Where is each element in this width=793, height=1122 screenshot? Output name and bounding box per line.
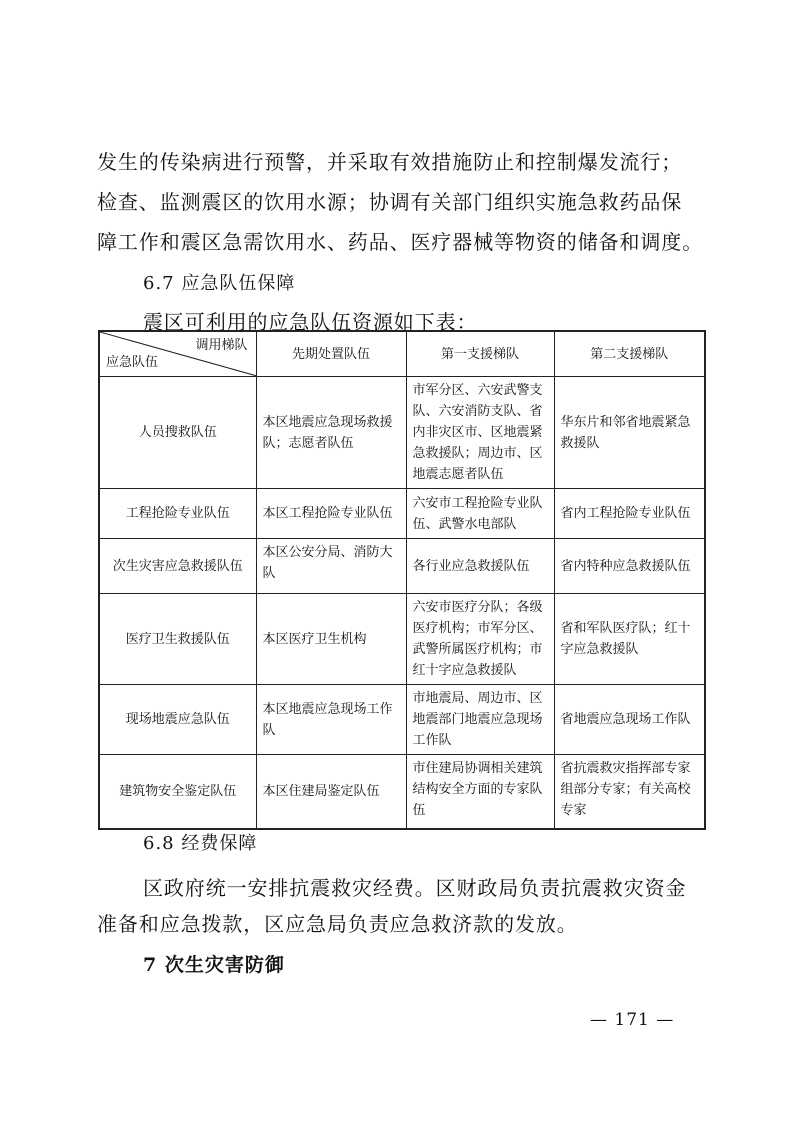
first-support-cell: 各行业应急救援队伍 <box>406 539 554 594</box>
first-response-cell: 本区工程抢险专业队伍 <box>256 489 406 539</box>
table-row <box>99 539 705 594</box>
section-heading-6-8: 6.8 经费保障 <box>143 833 258 854</box>
team-name-cell: 次生灾害应急救援队伍 <box>99 539 256 594</box>
first-support-cell: 六安市工程抢险专业队伍、武警水电部队 <box>406 489 554 539</box>
first-support-cell: 六安市医疗分队；各级医疗机构；市军分区、武警所属医疗机构；市红十字应急救援队 <box>406 594 554 685</box>
first-response-cell: 本区住建局鉴定队伍 <box>256 755 406 829</box>
team-name-cell: 医疗卫生救援队伍 <box>99 594 256 685</box>
table-intro-text: 震区可利用的应急队伍资源如下表： <box>143 310 478 334</box>
first-support-cell: 市地震局、周边市、区地震部门地震应急现场工作队 <box>406 685 554 755</box>
text-line: 检查、监测震区的饮用水源；协调有关部门组织实施急救药品保 <box>97 190 683 214</box>
text-line: 区政府统一安排抗震救灾经费。区财政局负责抗震救灾资金 <box>143 876 687 900</box>
section-heading-7: 7 次生灾害防御 <box>143 954 285 976</box>
team-name-cell: 工程抢险专业队伍 <box>99 489 256 539</box>
team-name-cell: 人员搜救队伍 <box>99 377 256 489</box>
table-row <box>99 489 705 539</box>
second-support-cell: 省内工程抢险专业队伍 <box>554 489 705 539</box>
table-row <box>99 685 705 755</box>
section-heading-6-7: 6.7 应急队伍保障 <box>143 273 296 294</box>
table-row <box>99 755 705 829</box>
team-name-cell: 建筑物安全鉴定队伍 <box>99 755 256 829</box>
table-row <box>99 594 705 685</box>
header-col1: 先期处置队伍 <box>256 331 406 377</box>
second-support-cell: 省抗震救灾指挥部专家组部分专家；有关高校专家 <box>554 755 705 829</box>
table-row <box>99 377 705 489</box>
team-name-cell: 现场地震应急队伍 <box>99 685 256 755</box>
text-line: 发生的传染病进行预警，并采取有效措施防止和控制爆发流行； <box>97 150 683 174</box>
first-response-cell: 本区医疗卫生机构 <box>256 594 406 685</box>
page-number: — 171 — <box>590 1010 675 1030</box>
diag-top-right-label: 调用梯队 <box>195 338 248 353</box>
second-support-cell: 省地震应急现场工作队 <box>554 685 705 755</box>
table-header-row <box>99 331 705 377</box>
first-support-cell: 市军分区、六安武警支队、六安消防支队、省内非灾区市、区地震紧急救援队；周边市、区地震志愿者队伍 <box>406 377 554 489</box>
second-support-cell: 省和军队医疗队；红十字应急救援队 <box>554 594 705 685</box>
diagonal-header-cell <box>99 331 256 377</box>
first-response-cell: 本区公安分局、消防大队 <box>256 539 406 594</box>
second-support-cell: 省内特种应急救援队伍 <box>554 539 705 594</box>
first-support-cell: 市住建局协调相关建筑结构安全方面的专家队伍 <box>406 755 554 829</box>
diag-bottom-left-label: 应急队伍 <box>106 355 159 370</box>
header-col3: 第二支援梯队 <box>554 331 705 377</box>
first-response-cell: 本区地震应急现场救援队；志愿者队伍 <box>256 377 406 489</box>
emergency-teams-table <box>98 330 706 830</box>
second-support-cell: 华东片和邻省地震紧急救援队 <box>554 377 705 489</box>
header-col2: 第一支援梯队 <box>406 331 554 377</box>
first-response-cell: 本区地震应急现场工作队 <box>256 685 406 755</box>
text-line: 准备和应急拨款，区应急局负责应急救济款的发放。 <box>97 912 578 936</box>
text-line: 障工作和震区急需饮用水、药品、医疗器械等物资的储备和调度。 <box>97 230 704 254</box>
